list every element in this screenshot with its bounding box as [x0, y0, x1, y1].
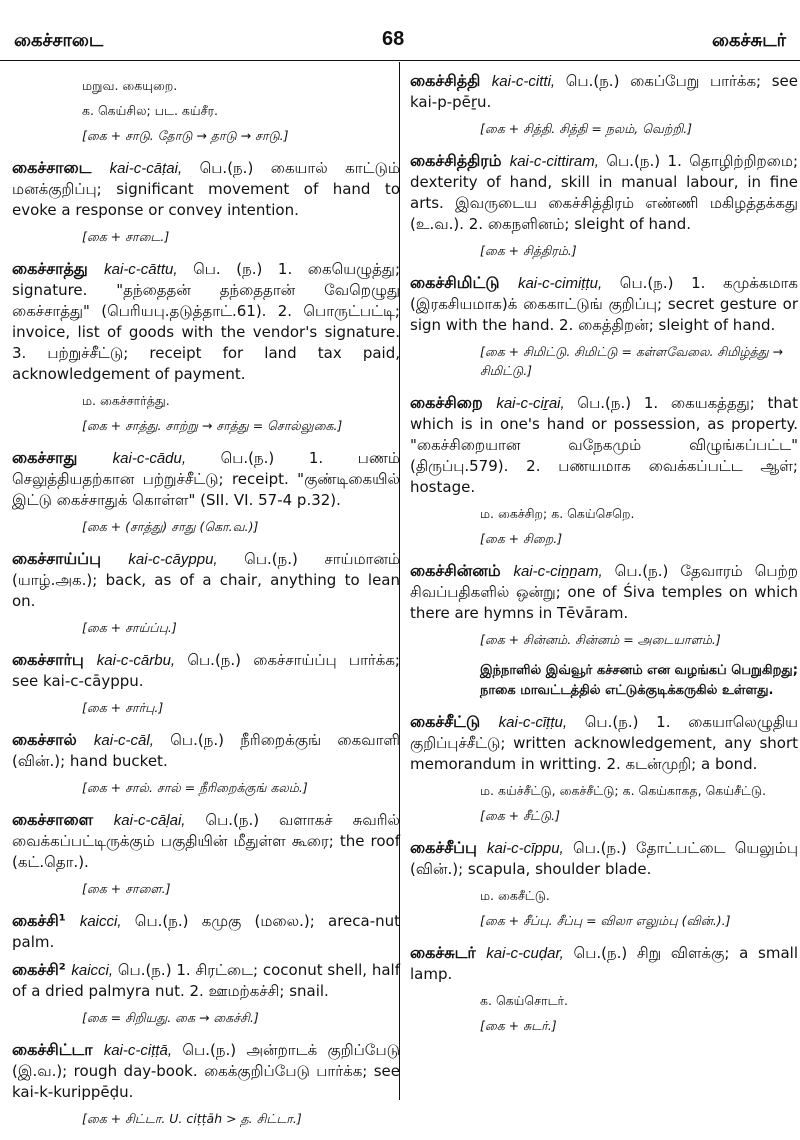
entry-definition: பெ.(ந.) கையால் காட்டும் மனக்குறிப்பு; significant movement of hand to evoke a response or convey intention.	[12, 159, 400, 219]
entry-transliteration: kai-c-cīppu,	[487, 840, 564, 857]
entry-transliteration: kaicci,	[71, 962, 114, 979]
entry-definition: பெ.(ந.) தோட்பட்டை யெலும்பு (வின்.); scapula, shoulder blade.	[410, 839, 798, 878]
etymology-note: [கை + சின்னம். சின்னம் = அடையாளம்.]	[480, 632, 721, 647]
dictionary-entry	[12, 729, 400, 772]
etymology-note: [கை + சால். சால் = நீரிறைக்குங் கலம்.]	[82, 780, 308, 795]
etymology-note: [கை + சித்தி. சித்தி = நலம், வெற்றி.]	[480, 121, 693, 136]
dictionary-entry	[12, 157, 400, 221]
dictionary-entry	[410, 560, 798, 624]
cognate-note: ம. கைச்சார்த்து.	[82, 393, 170, 408]
entry-headword: கைச்சாத்து	[12, 259, 105, 278]
entry-headword: கைச்சிமிட்டு	[410, 273, 518, 292]
entry-definition: பெ.(ந.) 1. கமுக்கமாக (இரகசியமாக)க் கைகாட்டுங் குறிப்பு; secret gesture or sign with the hand. 2. கைத்திறன்; sleight of hand.	[410, 274, 798, 334]
entry-definition: பெ.(ந.) 1. கையாலெழுதிய குறிப்புச்சீட்டு; written acknowledgement, any short memorandum in writting. 2. கடன்முறி; a bond.	[410, 713, 799, 773]
etymology-note: [கை + சாடு. தோடு → தாடு → சாடு.]	[82, 128, 289, 143]
entry-definition: பெ. (ந.) 1. கையெழுத்து; signature. "தந்தைதன் தந்தைதான் வேறெழுது கைச்சாத்து" (பெரியபு.தடுத்தாட்.61). 2. பொருட்பட்டி; invoice, list of goods with the vendor's signature. 3. பற்றுச்சீட்டு; receipt for land tax paid, acknowledgement of payment.	[12, 260, 400, 383]
page-header	[0, 0, 800, 58]
entry-headword: கைச்சித்தி	[410, 71, 492, 90]
etymology-note: [கை + சார்பு.]	[82, 700, 164, 715]
entry-definition: பெ.(ந.) தேவாரம் பெற்ற சிவப்பதிகளில் ஒன்று; one of Śiva temples on which there are hymns in Tēvāram.	[410, 562, 798, 622]
etymology-note: [கை = சிறியது. கை → கைச்சி.]	[82, 1010, 259, 1025]
cognate-note: ம. கய்ச்சீட்டு, கைச்சீட்டு; க. கெய்காகத, கெய்சீட்டு.	[480, 783, 767, 798]
entry-definition: பெ.(ந.) அன்றாடக் குறிப்பேடு (இ.வ.); rough day-book. கைக்குறிப்பேடு பார்க்க; see kai-k-kurippēḍu.	[12, 1041, 401, 1101]
entry-definition: பெ.(ந.) 1. சிரட்டை; coconut shell, half of a dried palmyra nut. 2. ஊமற்கச்சி; snail.	[12, 961, 400, 1000]
etymology-note: [கை + சாளை.]	[82, 881, 171, 896]
dictionary-entry	[12, 548, 400, 612]
etymology-note: [கை + சீப்பு. சீப்பு = விலா எலும்பு (வின்.).]	[480, 913, 731, 928]
dictionary-entry	[410, 837, 798, 880]
dictionary-entry	[410, 711, 798, 775]
entry-headword: கைச்சின்னம்	[410, 561, 514, 580]
cognate-note: மறுவ. கையுறை.	[82, 78, 178, 93]
entry-headword: கைச்சீட்டு	[410, 712, 499, 731]
entry-transliteration: kai-c-cādu,	[112, 450, 187, 467]
entry-transliteration: kai-c-cārbu,	[96, 652, 176, 669]
etymology-note: [கை + (சாத்து) சாது (கொ.வ.)]	[82, 519, 259, 534]
page-number: 68	[382, 28, 405, 50]
entry-transliteration: kai-c-cittiram,	[509, 153, 599, 170]
dictionary-entry	[410, 70, 798, 113]
entry-definition: பெ.(ந.) சாய்மானம் (யாழ்.அக.); back, as of a chair, anything to lean on.	[12, 550, 401, 610]
dictionary-entry	[410, 942, 798, 985]
entry-transliteration: kai-c-cāḷai,	[113, 812, 186, 829]
header-rule	[0, 60, 800, 61]
entry-headword: கைச்சால்	[12, 730, 94, 749]
dictionary-entry	[410, 150, 798, 235]
entry-transliteration: kai-c-ciṉṉam,	[513, 563, 603, 580]
entry-transliteration: kai-c-ciṭṭā,	[103, 1042, 173, 1059]
right-column	[410, 70, 798, 1047]
usage-note: இந்நாளில் இவ்வூர் கச்சனம் என வழங்கப் பெறுகிறது; நாகை மாவட்டத்தில் எட்டுக்குடிக்கருகில் உள்ளது.	[480, 663, 798, 698]
entry-transliteration: kai-c-ciṟai,	[496, 395, 565, 412]
etymology-note: [கை + சுடர்.]	[480, 1018, 557, 1033]
etymology-note: [கை + சாய்ப்பு.]	[82, 620, 177, 635]
entry-headword: கைச்சி²	[12, 960, 72, 979]
entry-definition: பெ.(ந.) 1. தொழிற்றிறமை; dexterity of hand, skill in manual labour, in fine arts. இவருடைய கைச்சித்திரம் எண்ணி மகிழத்தக்கது (உ.வ.). 2. கைநளினம்; sleight of hand.	[410, 152, 798, 233]
entry-headword: கைச்சாடை	[12, 158, 110, 177]
dictionary-entry	[12, 649, 400, 692]
header-last-word: கைச்சுடர்	[712, 30, 786, 51]
dictionary-entry	[12, 910, 400, 953]
entry-headword: கைச்சாளை	[12, 810, 114, 829]
entry-headword: கைச்சித்திரம்	[410, 151, 510, 170]
entry-transliteration: kai-c-cāl,	[93, 732, 154, 749]
entry-transliteration: kai-c-cāttu,	[104, 261, 178, 278]
entry-headword: கைச்சிறை	[410, 393, 497, 412]
dictionary-entry	[12, 447, 400, 511]
entry-definition: பெ.(ந.) கமுகு (மலை.); areca-nut palm.	[12, 912, 401, 951]
entry-headword: கைச்சிட்டா	[12, 1040, 104, 1059]
dictionary-entry	[410, 272, 798, 336]
dictionary-entry	[12, 809, 400, 873]
entry-definition: பெ.(ந.) சிறு விளக்கு; a small lamp.	[410, 944, 798, 983]
cognate-note: ம. கைசீட்டு.	[480, 888, 550, 903]
entry-definition: பெ.(ந.) 1. பணம் செலுத்தியதற்கான பற்றுச்சீட்டு; receipt. "குண்டிகையில் இட்டு கைச்சாதுக் கொள்ள" (SII. VI. 57-4 p.32).	[12, 449, 400, 509]
entry-headword: கைச்சி¹	[12, 911, 80, 930]
entry-transliteration: kai-c-cīṭṭu,	[498, 714, 567, 731]
entry-transliteration: kaicci,	[79, 913, 122, 930]
etymology-note: [கை + சிட்டா. U. ciṭṭāh > த. சிட்டா.]	[82, 1111, 302, 1126]
entry-transliteration: kai-c-cimiṭṭu,	[517, 275, 603, 292]
entry-transliteration: kai-c-cāyppu,	[128, 551, 218, 568]
entry-headword: கைச்சாது	[12, 448, 113, 467]
cognate-note: க. கெய்சொடர்.	[480, 993, 569, 1008]
dictionary-entry	[410, 392, 798, 498]
etymology-note: [கை + சிமிட்டு. சிமிட்டு = கள்ளவேலை. சிமிழ்த்து → சிமிட்டு.]	[480, 344, 784, 378]
left-column	[12, 70, 400, 1140]
cognate-note: க. கெய்சில; பட. கய்சீர.	[82, 103, 218, 118]
entry-headword: கைச்சாய்ப்பு	[12, 549, 129, 568]
entry-definition: பெ.(ந.) நீரிறைக்குங் கைவாளி (வின்.); hand bucket.	[12, 731, 400, 770]
etymology-note: [கை + சாடை.]	[82, 229, 170, 244]
dictionary-entry	[12, 1039, 400, 1103]
etymology-note: [கை + சீட்டு.]	[480, 808, 560, 823]
entry-transliteration: kai-c-cuḍar,	[486, 945, 564, 962]
entry-transliteration: kai-c-cāṭai,	[109, 160, 183, 177]
entry-definition: பெ.(ந.) கைப்பேறு பார்க்க; see kai-p-pēṟu.	[410, 72, 798, 111]
entry-definition: பெ.(ந.) 1. கையகத்தது; that which is in one's hand or possession, as property. "கைச்சிறையான வநேகமும் விழுங்கப்பட்ட" (திருப்பு.579). 2. பணயமாக வைக்கப்பட்ட ஆள்; hostage.	[410, 394, 798, 496]
etymology-note: [கை + சாத்து. சாற்று → சாத்து = சொல்லுகை.]	[82, 418, 343, 433]
entry-definition: பெ.(ந.) வளாகச் சுவரில் வைக்கப்பட்டிருக்கும் பகுதியின் மீதுள்ள கூரை; the roof (கட்.தொ.).	[12, 811, 400, 871]
dictionary-entry	[12, 258, 400, 385]
dictionary-entry	[12, 959, 400, 1002]
entry-definition: பெ.(ந.) கைச்சாய்ப்பு பார்க்க; see kai-c-cāyppu.	[12, 651, 400, 690]
entry-headword: கைச்சார்பு	[12, 650, 97, 669]
header-first-word: கைச்சாடை	[14, 30, 104, 51]
etymology-note: [கை + சித்திரம்.]	[480, 243, 577, 258]
etymology-note: [கை + சிறை.]	[480, 531, 563, 546]
cognate-note: ம. கைச்சிற; க. கெய்செறெ.	[480, 506, 635, 521]
entry-transliteration: kai-c-citti,	[491, 73, 556, 90]
entry-headword: கைச்சீப்பு	[410, 838, 488, 857]
entry-headword: கைச்சுடர்	[410, 943, 487, 962]
